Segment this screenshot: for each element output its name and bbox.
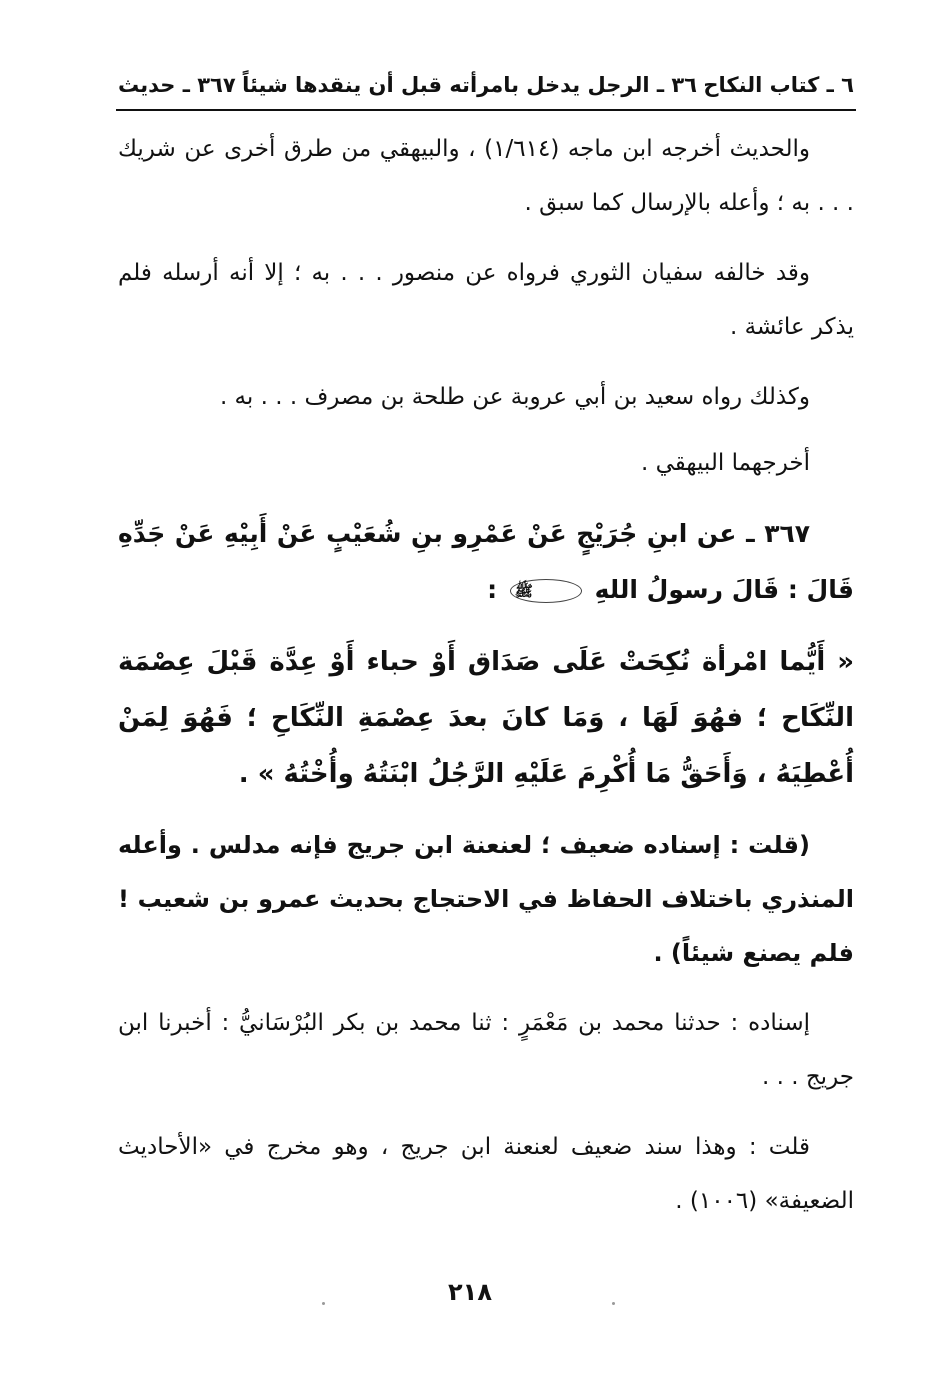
header-book-title: ٦ ـ كتاب النكاح	[703, 73, 854, 97]
scan-speck	[612, 1302, 615, 1305]
page-body	[118, 122, 854, 1244]
header-hadith-number: ٣٦٧ ـ حديث	[118, 73, 236, 97]
paragraph-ibn-abi-aruba: وكذلك رواه سعيد بن أبي عروبة عن طلحة بن مصرف . . . به .	[219, 384, 810, 410]
hadith-number: ٣٦٧ ـ	[746, 519, 810, 548]
paragraph-grading: (قلت : إسناده ضعيف ؛ لعنعنة ابن جريج فإنه مدلس . وأعله المنذري باختلاف الحفاظ في الاحتجاج بحديث عمرو بن شعيب ! فلم يصنع شيئاً) .	[118, 831, 854, 967]
paragraph-isnad: إسناده : حدثنا محمد بن مَعْمَرٍ : ثنا محمد بن بكر البُرْسَانيُّ : أخبرنا ابن جريج . . .	[118, 1010, 854, 1090]
paragraph-bayhaqi: أخرجهما البيهقي .	[640, 450, 810, 476]
paragraph-takhrij: والحديث أخرجه ابن ماجه (١/٦١٤) ، والبيهقي من طرق أخرى عن شريك . . . به ؛ وأعله بالإرسال كما سبق .	[118, 136, 854, 216]
running-header	[118, 64, 854, 106]
salla-icon: ﷺ	[510, 579, 582, 603]
paragraph-note: قلت : وهذا سند ضعيف لعنعنة ابن جريج ، وهو مخرج في «الأحاديث الضعيفة» (١٠٠٦) .	[118, 1134, 854, 1214]
hadith-matn: « أَيُّما امْرأة نُكِحَتْ عَلَى صَدَاق أَوْ حباء أَوْ عِدَّة قَبْلَ عِصْمَة النِّكَاح ؛ فهُوَ لَهَا ، وَمَا كانَ بعدَ عِصْمَةِ النِّكَاحِ ؛ فَهُوَ لِمَنْ أُعْطِيَهُ ، وَأَحَقُّ مَا أُكْرِمَ عَلَيْهِ الرَّجُلُ ابْنَتُهُ وأُخْتُهُ » .	[118, 647, 854, 789]
hadith-colon: :	[487, 575, 498, 604]
scan-speck	[322, 1302, 325, 1305]
paragraph-thawri: وقد خالفه سفيان الثوري فرواه عن منصور . . . به ؛ إلا أنه أرسله فلم يذكر عائشة .	[118, 260, 854, 340]
page-number: ٢١٨	[448, 1278, 492, 1306]
hadith-isnad-line	[118, 506, 854, 618]
header-chapter-title: ٣٦ ـ الرجل يدخل بامرأته قبل أن ينقدها شيئاً	[242, 73, 697, 97]
header-divider	[116, 109, 856, 111]
hadith-isnad: عن ابنِ جُرَيْجٍ عَنْ عَمْرِو بنِ شُعَيْبٍ عَنْ أَبِيْهِ عَنْ جَدِّهِ قَالَ : قَالَ رسولُ اللهِ	[118, 519, 854, 604]
